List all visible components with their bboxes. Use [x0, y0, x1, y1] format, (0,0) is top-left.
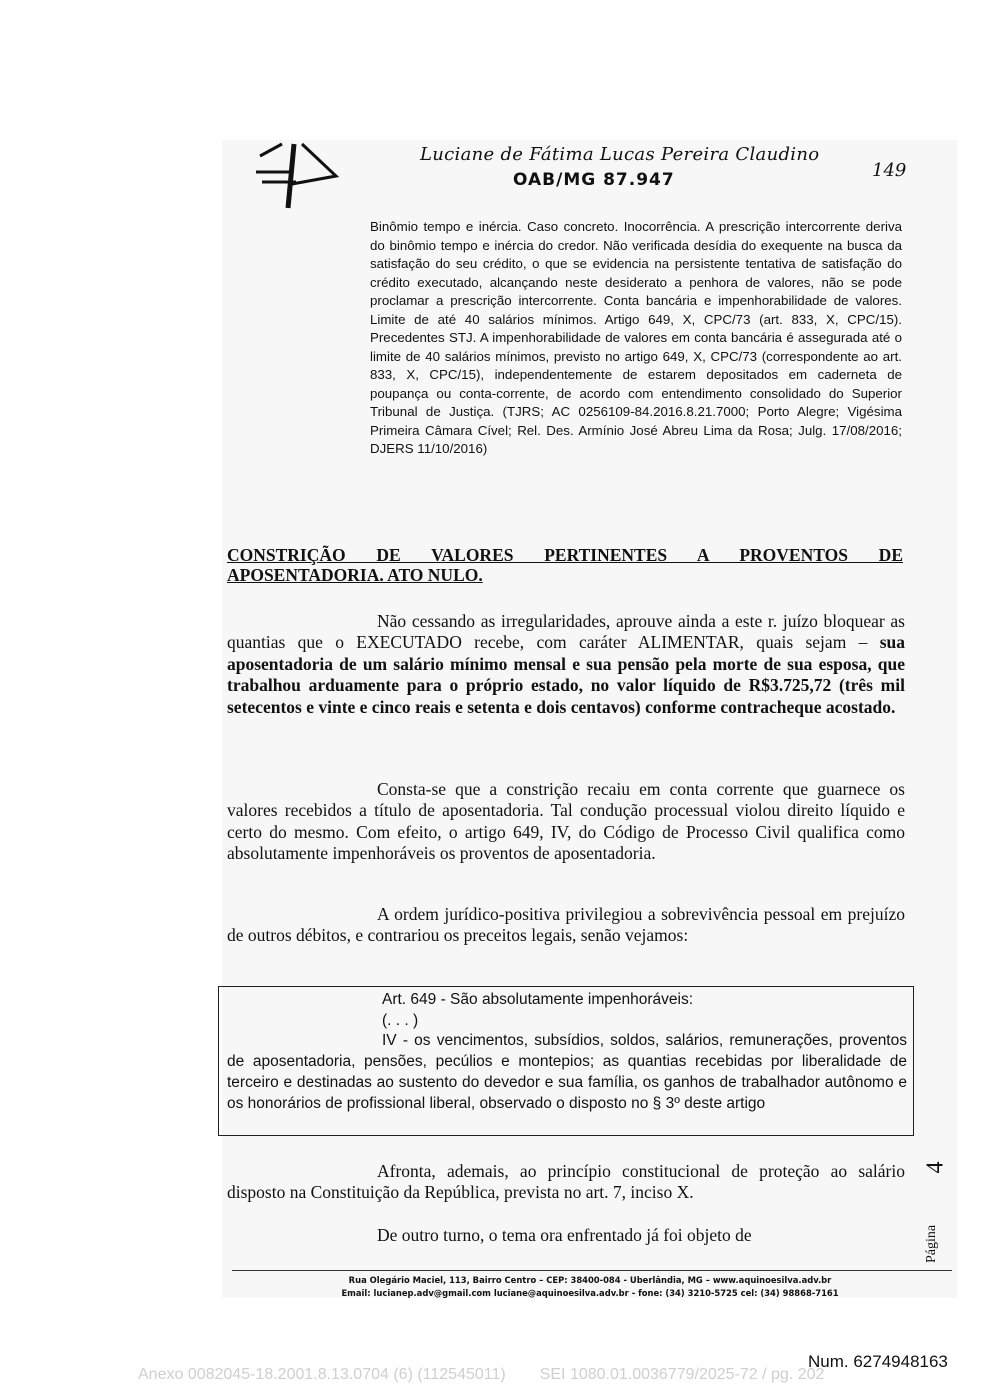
para2-text: Consta-se que a constrição recaiu em conta corrente que guarnece os valores recebidos a título de aposentadoria. Tal condução processual violou direito líquido e certo do mesmo. Com efeito, o artigo 649, IV, do Código de Processo Civil qualifica como absolutamente impenhoráveis os proventos de aposentadoria.	[227, 779, 905, 864]
paragraph-retirement-seizure	[227, 611, 905, 718]
oab-registration: OAB/MG 87.947	[513, 170, 675, 190]
article-ellipsis: (. . . )	[382, 1011, 419, 1029]
paragraph-account-constriction	[227, 779, 905, 865]
document-number: Num. 6274948163	[808, 1352, 948, 1371]
sei-stamp	[138, 1366, 938, 1384]
para1-bold-text: sua aposentadoria de um salário mínimo mensal e sua pensão pela morte de sua esposa, que trabalhou arduamente para o próprio estado, no valor líquido de R$3.725,72 (três mil setecentos e vinte e cinco reais e setenta e dois centavos) conforme contracheque acostado	[227, 632, 905, 717]
law-firm-logo	[252, 142, 342, 212]
page-number-mark	[912, 1160, 952, 1280]
case-law-quote: Binômio tempo e inércia. Caso concreto. Inocorrência. A prescrição intercorrente deriva do binômio tempo e inércia do credor. Não verificada desídia do exequente na busca da satisfação do seu crédito, o que se evidencia na persistente tentativa de satisfação do crédito executado, alcançando neste desiderato a penhora de valores, não se pode proclamar a prescrição intercorrente. Conta bancária e impenhorabilidade de valores. Limite de até 40 salários mínimos. Artigo 649, X, CPC/73 (art. 833, X, CPC/15). Precedentes STJ. A impenhorabilidade de valores em conta bancária é assegurada até o limite de 40 salários mínimos, previsto no artigo 649, X, CPC/73 (correspondente ao art. 833, X, CPC/15), independentemente de estarem depositados em caderneta de poupança ou conta-corrente, de acordo com entendimento consolidado do Superior Tribunal de Justiça. (TJRS; AC 0256109-84.2016.8.21.7000; Porto Alegre; Vigésima Primeira Câmara Cível; Rel. Des. Armínio José Abreu Lima da Rosa; Julg. 17/08/2016; DJERS 11/10/2016)	[370, 219, 902, 456]
paragraph-continuation	[227, 1225, 905, 1246]
paragraph-legal-order	[227, 904, 905, 947]
article-649-quote	[227, 990, 907, 1114]
paragraph-constitutional-principle	[227, 1161, 905, 1204]
page-label: Página	[924, 1224, 939, 1263]
annex-reference: Anexo 0082045-18.2001.8.13.0704 (6) (112545011)	[138, 1366, 506, 1383]
article-heading: Art. 649 - São absolutamente impenhoráveis:	[382, 991, 694, 1008]
para3-text: A ordem jurídico-positiva privilegiou a sobrevivência pessoal em prejuízo de outros débitos, e contrariou os preceitos legais, senão vejamos:	[227, 904, 905, 946]
para4-text: Afronta, ademais, ao princípio constitucional de proteção ao salário disposto na Constituição da República, prevista no art. 7, inciso X.	[227, 1161, 905, 1203]
sei-reference: SEI 1080.01.0036779/2025-72 / pg. 202	[539, 1366, 825, 1383]
handwritten-page-rubric: 149	[872, 160, 907, 181]
article-item-iv: IV - os vencimentos, subsídios, soldos, salários, remunerações, proventos de aposentadoria, pensões, pecúlios e montepios; as quantias recebidas por liberalidade de terceiro e destinadas ao sustento do devedor e sua família, os ganhos de trabalhador autônomo e os honorários de profissional liberal, observado o disposto no § 3º deste artigo	[227, 1032, 907, 1112]
page-number: 4	[922, 1161, 949, 1174]
para1-text: Não cessando as irregularidades, aprouve ainda a este r. juízo bloquear as quantias que o EXECUTADO recebe, com caráter ALIMENTAR, quais sejam –	[227, 611, 905, 653]
lawyer-name: Luciane de Fátima Lucas Pereira Claudino	[420, 144, 820, 165]
para1-end: .	[891, 696, 896, 717]
footer-address: Rua Olegário Maciel, 113, Bairro Centro – CEP: 38400-084 - Uberlândia, MG – www.aquinoesilva.adv.br	[348, 1275, 832, 1285]
para5-text: De outro turno, o tema ora enfrentado já foi objeto de	[377, 1225, 752, 1245]
footer-divider	[232, 1270, 952, 1271]
footer-contacts: Email: lucianep.adv@gmail.com luciane@aquinoesilva.adv.br - fone: (34) 3210-5725 cel: (34) 98868-7161	[341, 1288, 839, 1298]
section-title: CONSTRIÇÃO DE VALORES PERTINENTES A PROVENTOS DE APOSENTADORIA. ATO NULO.	[227, 545, 903, 585]
